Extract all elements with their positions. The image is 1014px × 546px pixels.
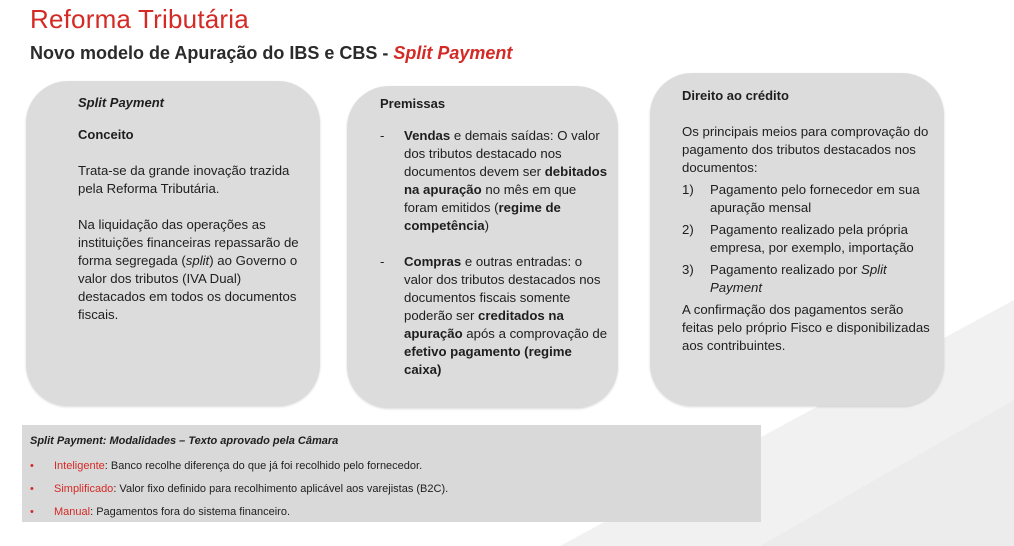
- modalidade-term: Simplificado: [54, 483, 114, 495]
- modalidades-box: [22, 425, 761, 522]
- modalidade-desc: : Pagamentos fora do sistema financeiro.: [90, 506, 291, 518]
- dash-bullet: -: [380, 254, 385, 269]
- modalidades-title: Split Payment: Modalidades – Texto aprovado pela Câmara: [30, 435, 339, 447]
- modalidade-term: Inteligente: [54, 460, 105, 472]
- credito-intro: Os principais meios para comprovação do pagamento dos tributos destacados nos documentos:: [682, 124, 929, 175]
- card-heading-conceito: Conceito: [78, 127, 134, 142]
- page-title: Reforma Tributária: [30, 4, 249, 34]
- list-item: [682, 221, 932, 257]
- subtitle-accent: Split Payment: [393, 43, 513, 63]
- list-number: 2): [682, 222, 694, 237]
- paragraph-italic: split: [185, 253, 210, 268]
- modalidade-simplificado: [30, 483, 448, 495]
- list-number: 1): [682, 182, 694, 197]
- list-number: 3): [682, 262, 694, 277]
- modalidade-desc: : Banco recolhe diferença do que já foi recolhido pelo fornecedor.: [104, 460, 423, 472]
- page-subtitle: [30, 43, 512, 64]
- subtitle-main: Novo modelo de Apuração do IBS e CBS -: [30, 43, 394, 63]
- premissa-compras: [380, 253, 608, 379]
- bullet-icon: •: [30, 506, 34, 518]
- modalidade-manual: [30, 506, 290, 518]
- paragraph-text: Na liquidação das operações as instituições financeiras repassarão de forma segregada (: [78, 217, 299, 268]
- bullet-icon: •: [30, 460, 34, 472]
- card-title: Direito ao crédito: [682, 88, 789, 103]
- card-direito-credito: [650, 73, 944, 406]
- modalidade-inteligente: [30, 460, 422, 472]
- premissa-text: Compras e outras entradas: o valor dos tributos destacados nos documentos fiscais somente poderão ser creditados na apuração após a comprovação de efetivo pagamento (regime caixa): [404, 254, 608, 377]
- list-item: [682, 181, 932, 217]
- list-text: Pagamento realizado pela própria empresa, por exemplo, importação: [710, 222, 914, 255]
- list-text: Pagamento realizado por Split Payment: [710, 262, 887, 295]
- list-item: [682, 261, 932, 297]
- dash-bullet: -: [380, 128, 385, 143]
- list-text: Pagamento pelo fornecedor em sua apuração mensal: [710, 182, 920, 215]
- paragraph-text: ) ao Governo o valor dos tributos (IVA Dual) destacados em todos os documentos fiscais.: [78, 253, 298, 322]
- modalidade-term: Manual: [54, 506, 91, 518]
- card-premissas: [347, 86, 618, 408]
- modalidade-desc: : Valor fixo definido para recolhimento aplicável aos varejistas (B2C).: [113, 483, 449, 495]
- card-title: Premissas: [380, 96, 446, 111]
- card-title: Split Payment: [78, 95, 164, 110]
- premissa-text: Vendas e demais saídas: O valor dos tributos destacado nos documentos devem ser debitados na apuração no mês em que foram emitidos (regime de competência): [404, 128, 608, 233]
- card-split-payment: [26, 81, 320, 406]
- conceito-paragraph-2: [78, 216, 308, 324]
- conceito-paragraph-1: Trata-se da grande inovação trazida pela Reforma Tributária.: [78, 163, 290, 196]
- premissa-vendas: [380, 127, 608, 235]
- credito-confirmation: A confirmação dos pagamentos serão feitas pelo próprio Fisco e disponibilizadas aos contribuintes.: [682, 302, 930, 353]
- bullet-icon: •: [30, 483, 34, 495]
